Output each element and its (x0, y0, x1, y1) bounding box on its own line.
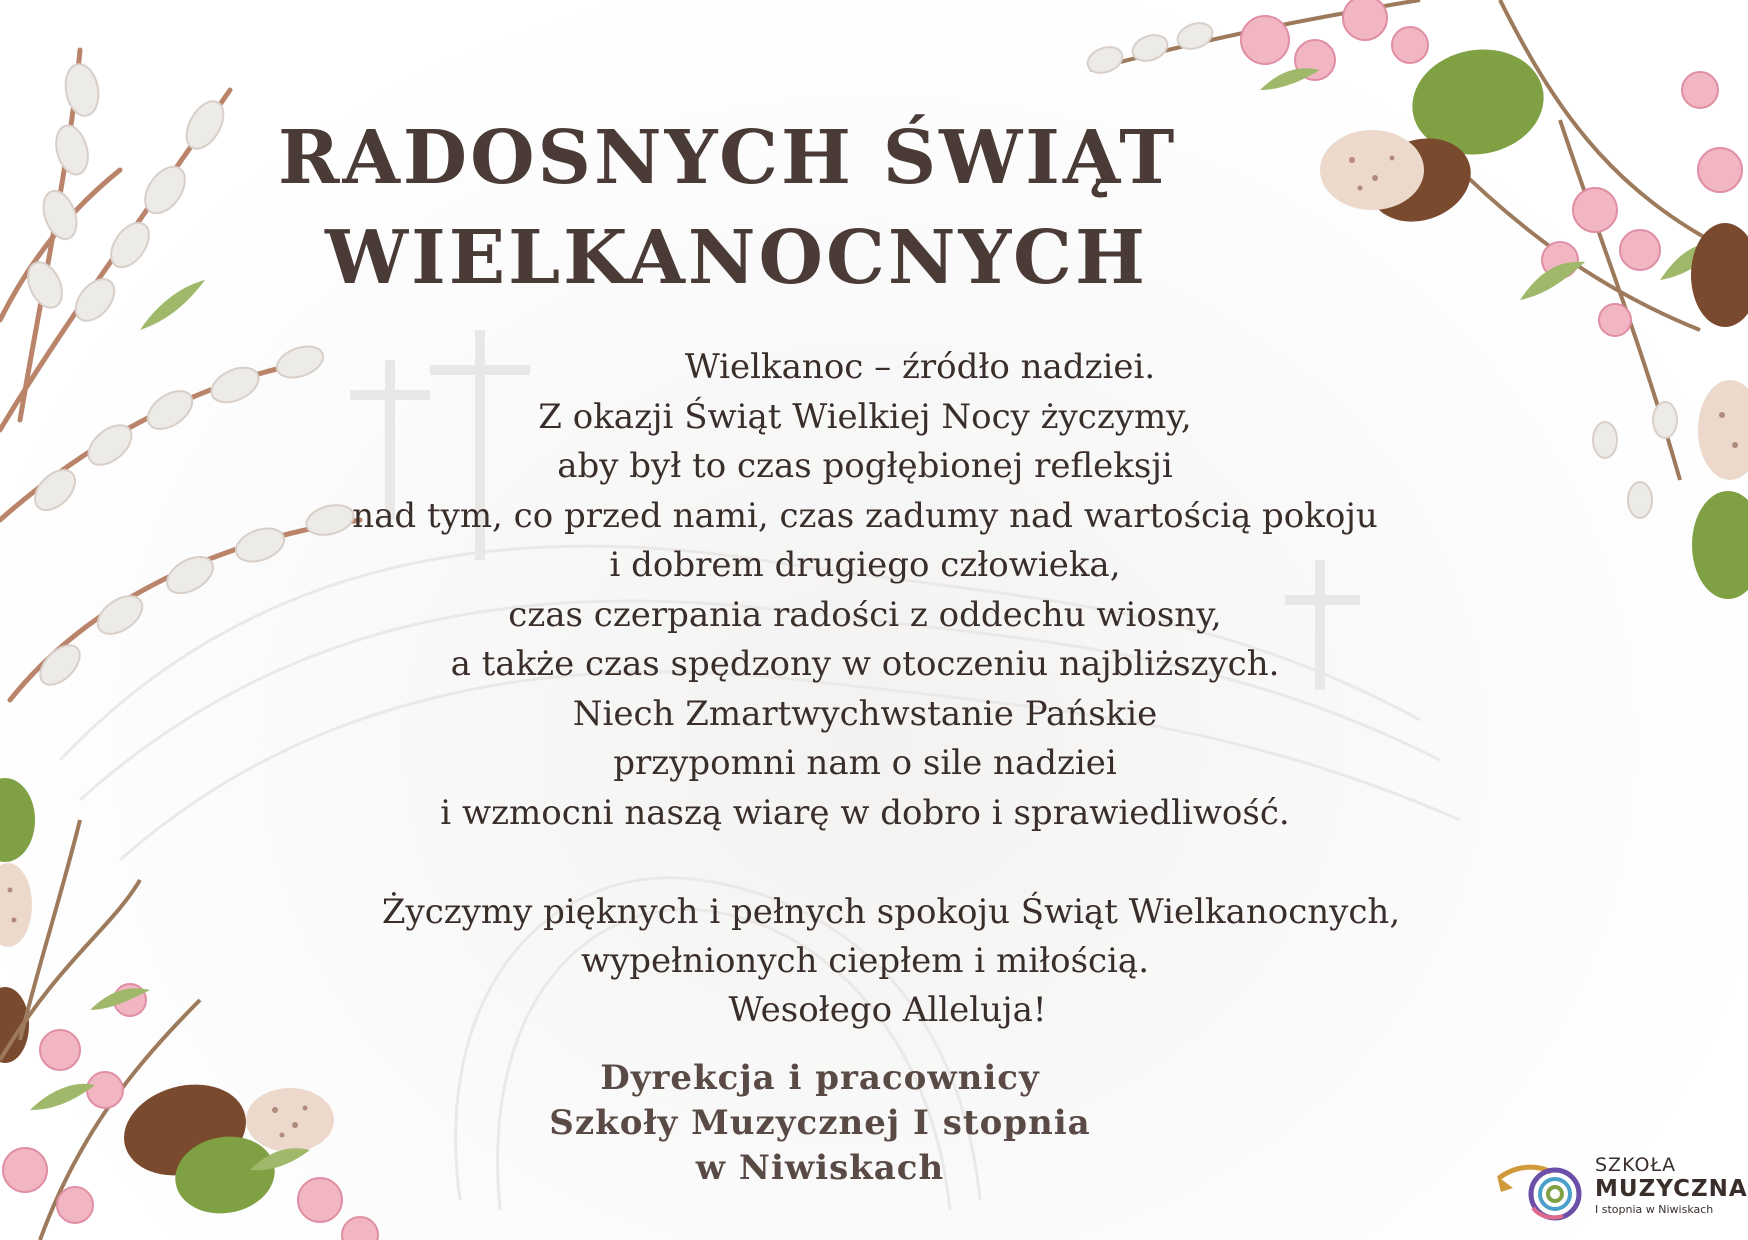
message-line: przypomni nam o sile nadziei (613, 743, 1117, 783)
signature-line: Szkoły Muzycznej I stopnia (549, 1103, 1091, 1143)
title-line-1: RADOSNYCH ŚWIĄT (278, 115, 1178, 201)
french-horn-icon (1495, 1158, 1585, 1224)
message-line: Niech Zmartwychwstanie Pańskie (572, 693, 1158, 734)
signature-line: w Niwiskach (695, 1148, 945, 1188)
school-logo (1495, 1150, 1748, 1230)
message-line: i wzmocni naszą wiarę w dobro i sprawiedliwość. (440, 792, 1290, 833)
page-title (200, 108, 1300, 308)
signature-line: Dyrekcja i pracownicy (600, 1058, 1040, 1098)
title-line-2: WIELKANOCNYCH (325, 215, 1148, 301)
wishes-line: Życzymy pięknych i pełnych spokoju Świąt Wielkanocnych, (381, 892, 1401, 932)
message-line: Z okazji Świąt Wielkiej Nocy życzymy, (538, 396, 1192, 437)
message-line: aby był to czas pogłębionej refleksji (557, 446, 1173, 486)
logo-line-3: I stopnia w Niwiskach (1595, 1203, 1714, 1216)
wishes-line: wypełnionych ciepłem i miłością. (580, 941, 1150, 981)
easter-wishes (300, 888, 1430, 1035)
signature (520, 1056, 1120, 1191)
greeting-message (300, 343, 1430, 838)
message-line: czas czerpania radości z oddechu wiosny, (508, 594, 1222, 635)
logo-line-1: SZKOŁA (1595, 1154, 1677, 1176)
wishes-line: Wesołego Alleluja! (728, 990, 1047, 1030)
message-line: i dobrem drugiego człowieka, (609, 545, 1121, 585)
message-line: Wielkanoc – źródło nadziei. (684, 347, 1156, 387)
logo-text (1595, 1154, 1748, 1218)
logo-line-2: MUZYCZNA (1595, 1176, 1748, 1202)
message-line: a także czas spędzony w otoczeniu najbliższych. (450, 644, 1280, 684)
message-line: nad tym, co przed nami, czas zadumy nad wartością pokoju (352, 495, 1378, 536)
